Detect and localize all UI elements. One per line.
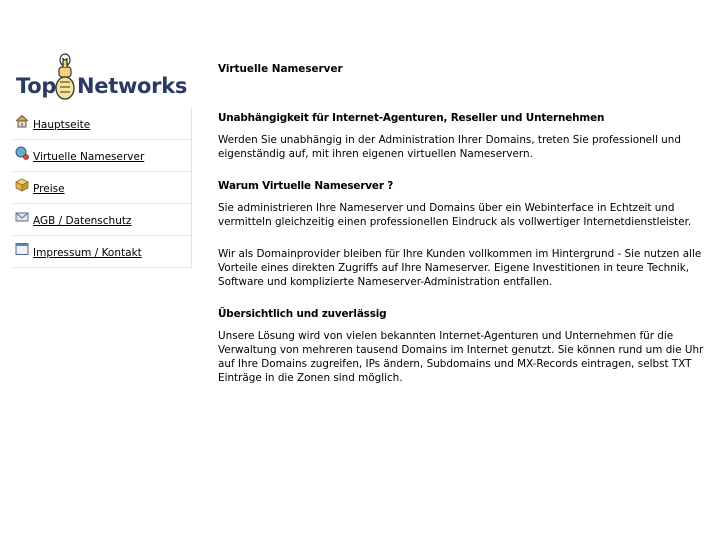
sidebar-item-preise[interactable] xyxy=(12,172,191,204)
sidebar-item-agb-datenschutz[interactable] xyxy=(12,204,191,236)
sidebar-item-hauptseite[interactable] xyxy=(12,108,191,140)
section-paragraph: Wir als Domainprovider bleiben für Ihre Kunden vollkommen im Hintergrund - Sie nutzen alle Vorteile eines direkten Zugriffs auf Ihre Nameserver. Eigene Investitionen in teure Technik, Software und komplizierte Nameserver-Administration entfallen. xyxy=(218,248,702,288)
sidebar-item-label[interactable]: AGB / Datenschutz xyxy=(33,215,132,227)
section-paragraph: Unsere Lösung wird von vielen bekannten Internet-Agenturen und Unternehmen für die Verwaltung von mehreren tausend Domains im Internet genutzt. Sie können rund um die Uhr auf Ihre Domains zugreifen, IPs ändern, Subdomains und MX-Records eintragen, selbst TXT Einträge in die Zonen sind möglich. xyxy=(218,330,704,384)
sidebar-item-label[interactable]: Impressum / Kontakt xyxy=(33,247,142,259)
section-paragraph: Sie administrieren Ihre Nameserver und Domains über ein Webinterface in Echtzeit und vermitteln gleichzeitig einen professionellen Eindruck als vollwertiger Internetdienstleister. xyxy=(218,202,692,228)
logo-text-networks: Networks xyxy=(77,74,188,98)
sidebar-item-label[interactable]: Hauptseite xyxy=(33,119,91,131)
mail-icon xyxy=(15,210,29,224)
page-title: Virtuelle Nameserver xyxy=(218,63,343,75)
globe-network-icon xyxy=(15,146,29,160)
window-icon xyxy=(15,242,29,256)
section-heading: Warum Virtuelle Nameserver ? xyxy=(218,180,394,192)
section-heading: Übersichtlich und zuverlässig xyxy=(218,308,387,320)
home-icon xyxy=(15,114,29,128)
section-paragraph: Werden Sie unabhängig in der Administration Ihrer Domains, treten Sie professionell und eigenständig auf, mit ihren eigenen virtuellen Nameservern. xyxy=(218,134,681,160)
sidebar-item-virtuelle-nameserver[interactable] xyxy=(12,140,191,172)
thumbs-up-mascot-icon xyxy=(51,52,79,102)
package-icon xyxy=(15,178,29,192)
sidebar-item-label[interactable]: Virtuelle Nameserver xyxy=(33,151,145,163)
main-content xyxy=(218,62,708,403)
section-heading: Unabhängigkeit für Internet-Agenturen, Reseller und Unternehmen xyxy=(218,112,605,124)
sidebar-item-impressum-kontakt[interactable] xyxy=(12,236,191,268)
logo-text-top: Top xyxy=(16,74,57,98)
sidebar-item-label[interactable]: Preise xyxy=(33,183,65,195)
sidebar-nav xyxy=(12,108,192,268)
site-logo[interactable] xyxy=(15,52,190,102)
